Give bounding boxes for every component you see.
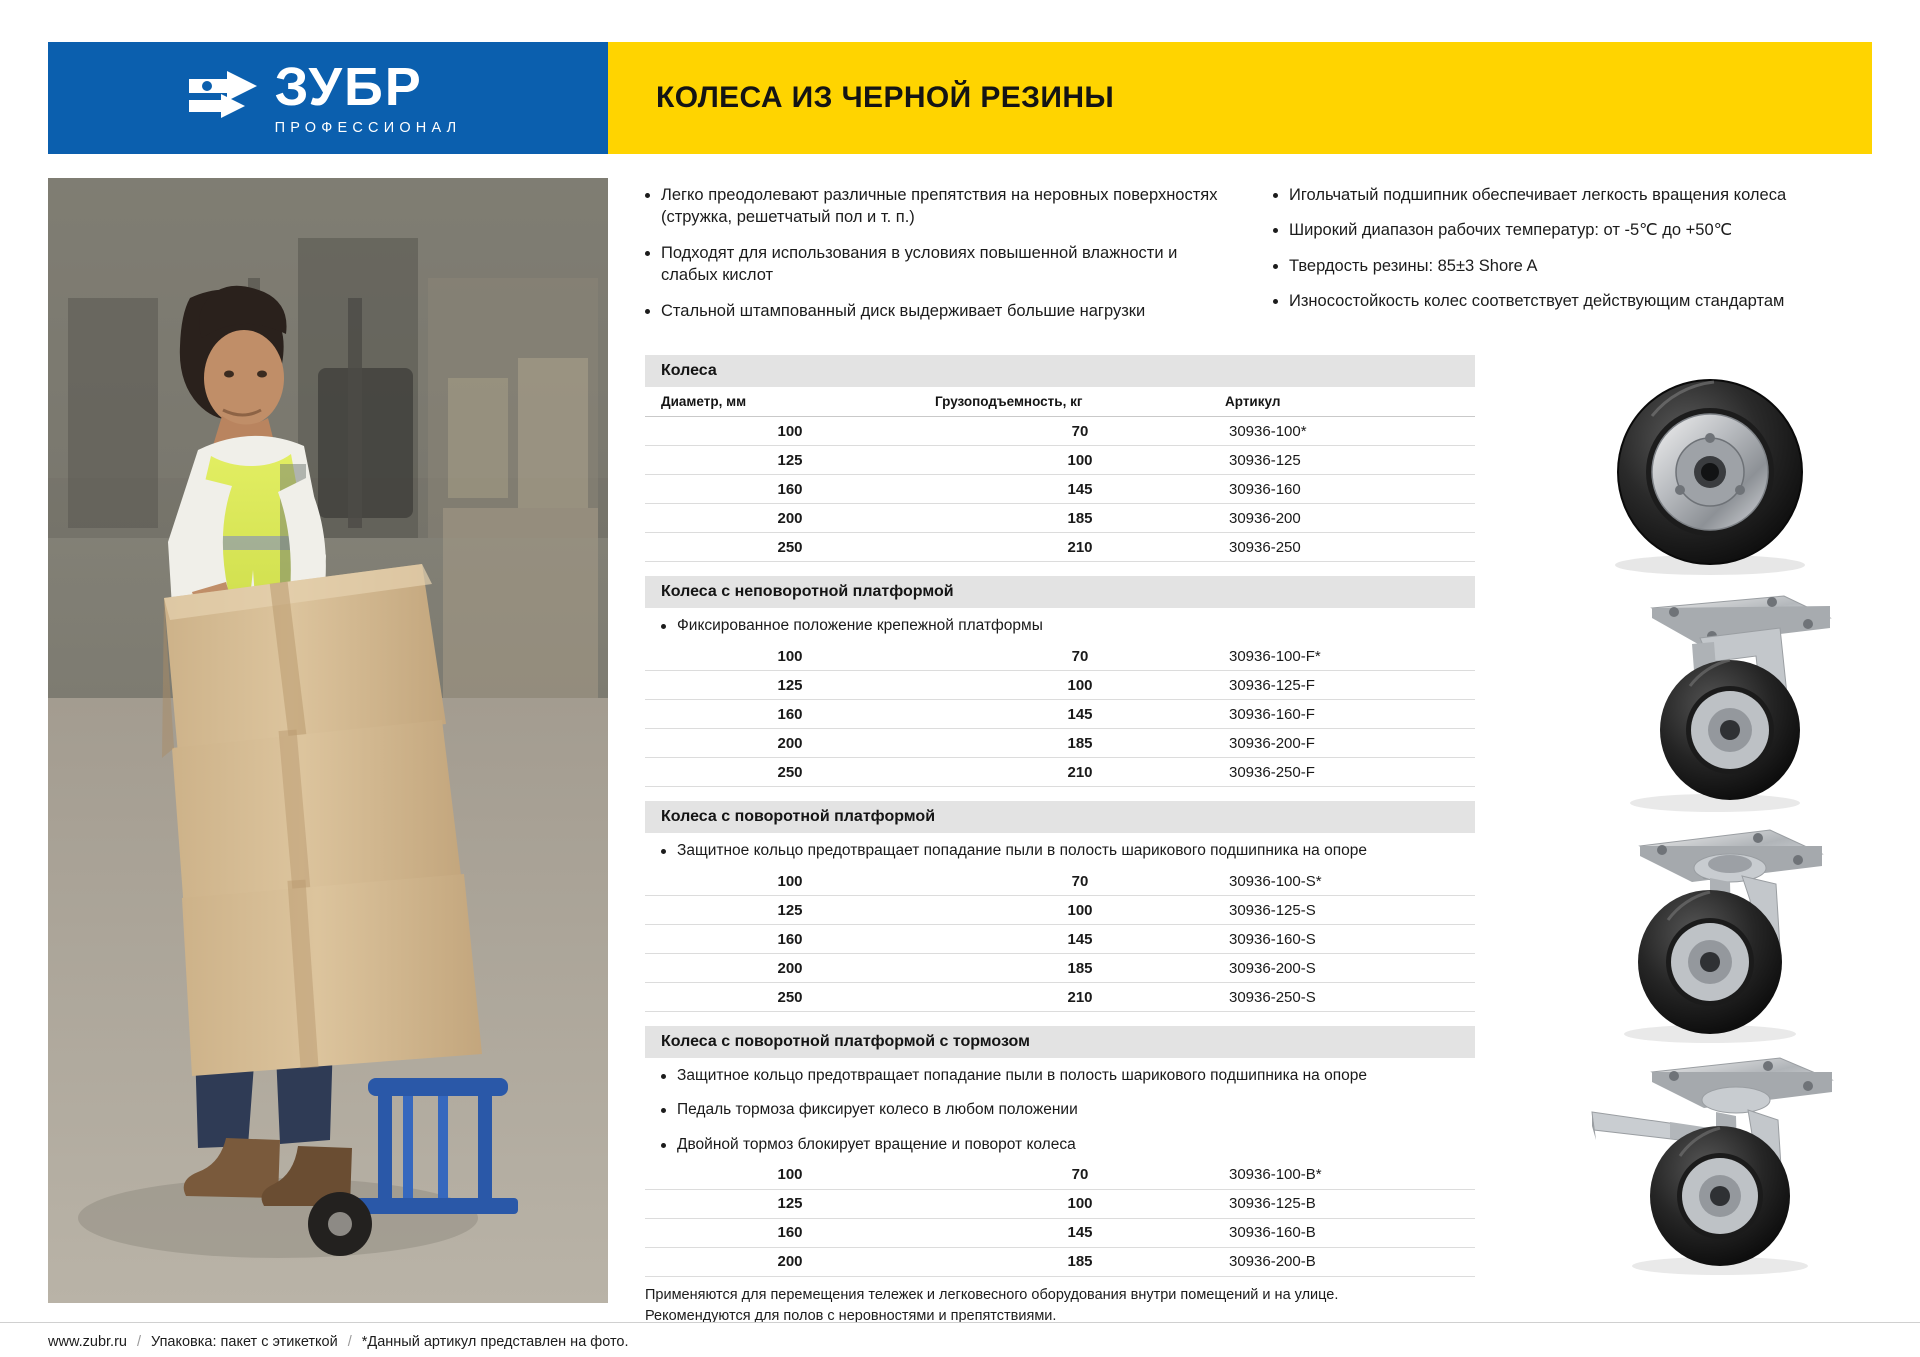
cell-capacity: 100 (1067, 451, 1093, 469)
bullet-icon (1273, 264, 1278, 269)
page-title: КОЛЕСА ИЗ ЧЕРНОЙ РЕЗИНЫ (656, 81, 1115, 114)
wheel-plain-photo (1540, 360, 1880, 585)
section-note-text: Защитное кольцо предотвращает попадание пыли в полость шарикового подшипника на опоре (677, 842, 1367, 860)
product-tables (645, 355, 1475, 1277)
feature-text: Подходят для использования в условиях повышенной влажности и слабых кислот (661, 243, 1178, 285)
cell-capacity: 145 (1067, 930, 1093, 948)
bullet-icon (645, 251, 650, 256)
cell-article: 30936-100-S* (1229, 872, 1322, 890)
section-note-text: Педаль тормоза фиксирует колесо в любом положении (677, 1101, 1078, 1119)
cell-diameter: 160 (777, 480, 803, 498)
cell-article: 30936-160-S (1229, 930, 1316, 948)
features-column-right (1273, 184, 1833, 335)
feature-item (1273, 219, 1833, 241)
section-note (645, 1127, 1475, 1161)
table-row (645, 533, 1475, 562)
table-row (645, 475, 1475, 504)
cell-capacity: 145 (1067, 705, 1093, 723)
bullet-icon (1273, 193, 1278, 198)
cell-capacity: 145 (1067, 480, 1093, 498)
table-row (645, 983, 1475, 1012)
cell-article: 30936-160-B (1229, 1224, 1316, 1242)
cell-diameter: 200 (777, 734, 803, 752)
cell-article: 30936-200 (1229, 509, 1301, 527)
wheel-fixed-bracket-photo (1540, 590, 1880, 815)
cell-diameter: 125 (777, 901, 803, 919)
feature-text: Игольчатый подшипник обеспечивает легкость вращения колеса (1289, 186, 1787, 204)
feature-text: Твердость резины: 85±3 Shore A (1289, 256, 1538, 275)
cell-capacity: 70 (1071, 422, 1089, 440)
cell-capacity: 210 (1067, 988, 1093, 1006)
bullet-icon (645, 309, 650, 314)
section-note (645, 1058, 1475, 1092)
cell-diameter: 200 (777, 959, 803, 977)
cell-article: 30936-100-B* (1229, 1166, 1322, 1184)
section-note (645, 1092, 1475, 1126)
cell-diameter: 160 (777, 930, 803, 948)
section-note-text: Защитное кольцо предотвращает попадание пыли в полость шарикового подшипника на опоре (677, 1067, 1367, 1085)
usage-note-line2: Рекомендуются для полов с неровностями и препятствиями. (645, 1308, 1057, 1325)
feature-text: Широкий диапазон рабочих температур: от -5℃ до +50℃ (1289, 221, 1733, 240)
cell-diameter: 125 (777, 676, 803, 694)
table-row (645, 642, 1475, 671)
section-note-text: Двойной тормоз блокирует вращение и поворот колеса (677, 1135, 1076, 1153)
cell-article: 30936-160 (1229, 480, 1301, 498)
feature-item (645, 300, 1235, 322)
cell-capacity: 185 (1067, 734, 1093, 752)
cell-article: 30936-250 (1229, 538, 1301, 556)
cell-diameter: 250 (777, 763, 803, 781)
cell-article: 30936-125 (1229, 451, 1301, 469)
cell-diameter: 125 (777, 1195, 803, 1213)
features-block (645, 184, 1870, 335)
bullet-icon (661, 1108, 666, 1113)
packaging-text: Упаковка: пакет с этикеткой (151, 1334, 338, 1350)
cell-capacity: 100 (1067, 676, 1093, 694)
cell-article: 30936-100-F* (1229, 647, 1321, 665)
cell-capacity: 70 (1071, 647, 1089, 665)
table-row (645, 758, 1475, 787)
cell-capacity: 185 (1067, 509, 1093, 527)
website-link[interactable]: www.zubr.ru (48, 1334, 127, 1350)
feature-item (1273, 184, 1833, 206)
cell-article: 30936-250-F (1229, 763, 1315, 781)
title-banner (608, 42, 1872, 154)
usage-note-line1: Применяются для перемещения тележек и легковесного оборудования внутри помещений и на улице. (645, 1287, 1339, 1303)
features-column-left (645, 184, 1235, 335)
table-row (645, 446, 1475, 475)
feature-item (645, 242, 1235, 287)
cell-diameter: 200 (777, 509, 803, 527)
cell-capacity: 70 (1071, 872, 1089, 890)
column-header-diameter: Диаметр, мм (661, 394, 747, 409)
table-row (645, 925, 1475, 954)
feature-text: Стальной штампованный диск выдерживает большие нагрузки (661, 301, 1146, 320)
table-row (645, 1161, 1475, 1190)
zubr-arrow-icon (187, 69, 259, 127)
table-row (645, 954, 1475, 983)
brand-name: ЗУБР (274, 57, 423, 118)
bullet-icon (661, 624, 666, 629)
bullet-icon (661, 1143, 666, 1148)
brand-tagline: ПРОФЕССИОНАЛ (274, 120, 462, 137)
cell-diameter: 250 (777, 988, 803, 1006)
cell-capacity: 185 (1067, 959, 1093, 977)
bullet-icon (645, 193, 650, 198)
table-row (645, 700, 1475, 729)
cell-diameter: 250 (777, 538, 803, 556)
table-row (645, 1248, 1475, 1277)
cell-diameter: 100 (777, 647, 803, 665)
section-header: Колеса с поворотной платформой с тормозом (645, 1026, 1475, 1058)
cell-diameter: 160 (777, 705, 803, 723)
cell-diameter: 200 (777, 1253, 803, 1271)
bullet-icon (661, 1074, 666, 1079)
cell-article: 30936-100* (1229, 422, 1307, 440)
table-row (645, 417, 1475, 446)
feature-text: Износостойкость колес соответствует действующим стандартам (1289, 292, 1785, 311)
column-header-article: Артикул (1225, 394, 1281, 409)
bullet-icon (1273, 228, 1278, 233)
table-row (645, 1219, 1475, 1248)
footer-separator: / (347, 1334, 352, 1350)
column-header-capacity: Грузоподъемность, кг (935, 394, 1083, 409)
table-row (645, 1190, 1475, 1219)
cell-capacity: 145 (1067, 1224, 1093, 1242)
wheel-swivel-brake-photo (1540, 1050, 1880, 1275)
section-note-text: Фиксированное положение крепежной платформы (677, 617, 1043, 634)
cell-capacity: 100 (1067, 901, 1093, 919)
cell-article: 30936-125-F (1229, 676, 1315, 694)
cell-article: 30936-200-S (1229, 959, 1316, 977)
feature-item (645, 184, 1235, 229)
product-images (1540, 360, 1880, 1280)
cell-article: 30936-200-B (1229, 1253, 1316, 1271)
table-row (645, 896, 1475, 925)
cell-article: 30936-160-F (1229, 705, 1315, 723)
cell-diameter: 160 (777, 1224, 803, 1242)
table-row (645, 729, 1475, 758)
section-note (645, 833, 1475, 867)
usage-note (645, 1285, 1495, 1327)
cell-diameter: 100 (777, 422, 803, 440)
feature-text: Легко преодолевают различные препятствия на неровных поверхностях (стружка, решетчатый пол и т. п.) (661, 186, 1218, 227)
section-note (645, 608, 1475, 642)
footnote-text: *Данный артикул представлен на фото. (361, 1334, 629, 1350)
cell-diameter: 100 (777, 1166, 803, 1184)
feature-item (1273, 255, 1833, 277)
page-footer (0, 1322, 1920, 1350)
bullet-icon (661, 849, 666, 854)
table-row (645, 671, 1475, 700)
feature-item (1273, 290, 1833, 312)
cell-article: 30936-125-B (1229, 1195, 1316, 1213)
page-header (48, 42, 1872, 154)
table-row (645, 867, 1475, 896)
section-header: Колеса (645, 355, 1475, 387)
table-column-headers (645, 387, 1475, 417)
hero-photo (48, 178, 608, 1303)
wheel-swivel-bracket-photo (1540, 820, 1880, 1045)
brand-logo-block (48, 42, 608, 154)
cell-article: 30936-250-S (1229, 988, 1316, 1006)
footer-separator: / (136, 1334, 142, 1350)
table-row (645, 504, 1475, 533)
cell-capacity: 100 (1067, 1195, 1093, 1213)
section-header: Колеса с поворотной платформой (645, 801, 1475, 833)
cell-capacity: 185 (1067, 1253, 1093, 1271)
cell-diameter: 100 (777, 872, 803, 890)
cell-capacity: 210 (1067, 763, 1093, 781)
bullet-icon (1273, 299, 1278, 304)
section-header: Колеса с неповоротной платформой (645, 576, 1475, 608)
cell-capacity: 70 (1071, 1166, 1089, 1184)
cell-article: 30936-200-F (1229, 734, 1315, 752)
cell-article: 30936-125-S (1229, 901, 1316, 919)
cell-diameter: 125 (777, 451, 803, 469)
cell-capacity: 210 (1067, 538, 1093, 556)
